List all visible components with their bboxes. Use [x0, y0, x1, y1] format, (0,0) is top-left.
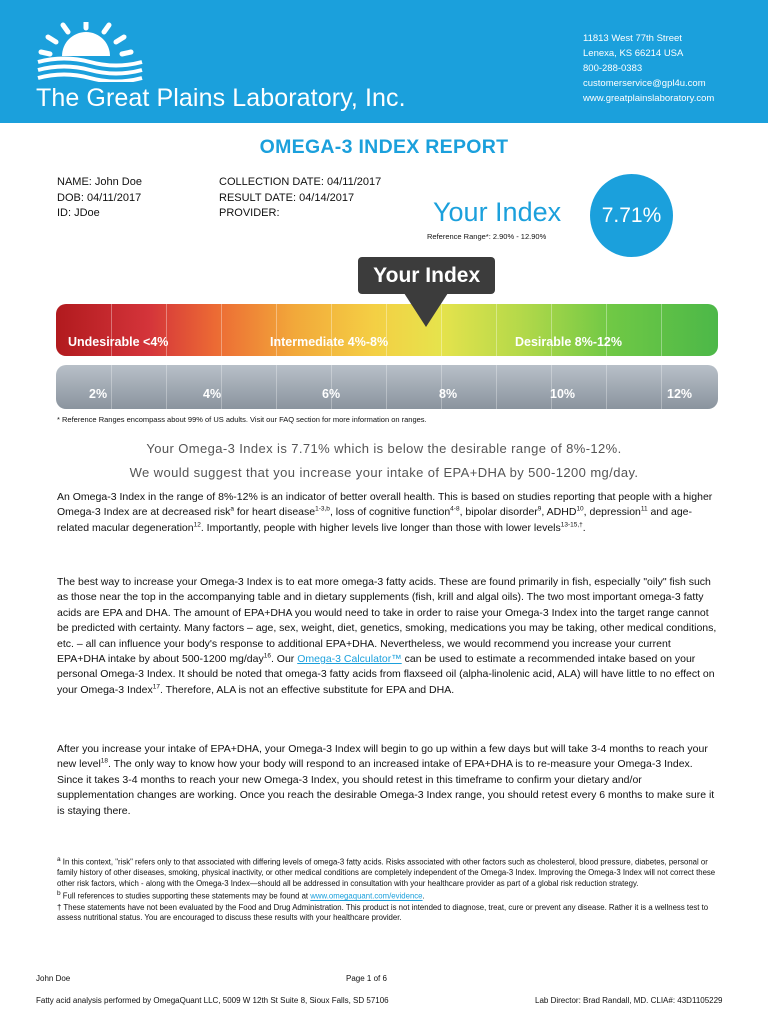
footnote-a: $^a$ In this context, "risk" refers only to that associated with differing levels of omega-3 fatty acids. Risks associated with other factors such as cholesterol, blood pressure, diabetes, personal or family history of other diseases, smoking, physical inactivity, or other medical conditions are completely independent of the Omega-3 Index. Improving the Omega-3 Index will not correct these other risk factors, which - along with the Omega-3 Index—should all be addressed in consultation with your healthcare provider as part of a global risk reduction strategy.: [57, 856, 716, 888]
patient-info: [57, 175, 142, 222]
collection-date: COLLECTION DATE: 04/11/2017: [219, 176, 382, 188]
omega3-calculator-link[interactable]: Omega-3 Calculator™: [297, 653, 402, 666]
contact-address: 11813 West 77th Street: [583, 33, 682, 44]
footer-page: Page 1 of 6: [346, 974, 387, 983]
collection-info: [219, 175, 381, 222]
contact-email[interactable]: customerservice@gpl4u.com: [583, 78, 706, 89]
footer-patient: John Doe: [36, 974, 71, 983]
zone-intermediate: Intermediate 4%-8%: [270, 335, 389, 349]
tick-10: 10%: [550, 387, 576, 401]
evidence-link[interactable]: www.omegaquant.com/evidence: [310, 891, 423, 901]
tick-12: 12%: [667, 387, 693, 401]
contact-phone[interactable]: 800-288-0383: [583, 63, 643, 74]
your-index-marker: Your Index: [358, 257, 495, 294]
paragraph-recommendation: The best way to increase your Omega-3 Index is to eat more omega-3 fatty acids. These are found primarily in fish, especially "oily" fish such as those near the top in the accompanying table and in dietary supplements (fish, krill and algal oils). The two most important omega-3 fatty acids are EPA and DHA. The amount of EPA+DHA you would need to take in order to raise your Omega-3 Index into the target range cannot be predicted with certainty. Many factors – age, sex, weight, diet, genetics, smoking, medications you may be taking, other medical conditions, etc. – all can influence your body's response to additional EPA+DHA. Nevertheless, we would recommend you increase your current EPA+DHA intake by about 500-1200 mg/day$^{16}$. Our Omega-3 Calculator™ can be used to estimate a recommended intake based on your personal Omega-3 Index. It should be noted that omega-3 fatty acids from flaxseed oil (alpha-linolenic acid, ALA) will have little to no effect on your Omega-3 Index$^{17}$. Therefore, ALA is not an effective substitute for EPA and DHA.: [57, 576, 717, 696]
provider: PROVIDER:: [219, 207, 280, 219]
index-pointer-icon: [404, 293, 448, 327]
paragraph-retest: After you increase your intake of EPA+DHA, your Omega-3 Index will begin to go up within a few days but will take 3-4 months to reach your new level$^{18}$. The only way to know how your body will respond to an increased intake of EPA+DHA is to re-measure your Omega-3 Index. Since it takes 3-4 months to reach your new Omega-3 Index, you should retest in this timeframe to confirm your dietary and/or supplementation changes are working. Once you reach the desirable Omega-3 Index range, you should retest every 6 months to make sure it is staying there.: [57, 743, 715, 817]
contact-block: [583, 31, 714, 106]
contact-website[interactable]: www.greatplainslaboratory.com: [583, 93, 715, 104]
sun-logo-icon: [34, 22, 144, 82]
zone-undesirable: Undesirable <4%: [68, 335, 169, 349]
patient-id: ID: JDoe: [57, 207, 100, 219]
summary-line-2: We would suggest that you increase your intake of EPA+DHA by 500-1200 mg/day.: [129, 465, 639, 480]
tick-6: 6%: [322, 387, 341, 401]
tick-4: 4%: [203, 387, 222, 401]
tick-2: 2%: [89, 387, 108, 401]
footnote-dagger: † These statements have not been evaluated by the Food and Drug Administration. This product is not intended to diagnose, treat, cure or prevent any disease. Rather it is a wellness test to assess nutritional status. You are encouraged to discuss these results with your healthcare provider.: [57, 902, 709, 923]
report-title: OMEGA-3 INDEX REPORT: [259, 136, 509, 158]
result-date: RESULT DATE: 04/14/2017: [219, 191, 355, 204]
company-name: The Great Plains Laboratory, Inc.: [36, 84, 406, 112]
contact-city: Lenexa, KS 66214 USA: [583, 48, 684, 59]
zone-desirable: Desirable 8%-12%: [515, 335, 623, 349]
reference-range: Reference Range*: 2.90% - 12.90%: [427, 232, 547, 241]
patient-name: NAME: John Doe: [57, 176, 142, 188]
footnote-b: $^b$ Full references to studies supporting these statements may be found at www.omegaquant.com/evidence.: [57, 890, 425, 901]
header-banner: [0, 0, 768, 123]
paragraph-benefits: An Omega-3 Index in the range of 8%-12% is an indicator of better overall health. This is based on studies reporting that people with a higher Omega-3 Index are at decreased risk$^a$ for heart disease$^{1-3,b}$, loss of cognitive function$^{4-8}$, bipolar disorder$^9$, ADHD$^{10}$, depression$^{11}$ and age-related macular degeneration$^{12}$. Importantly, people with higher levels live longer than those with lower levels$^{13-15,\dagger}$.: [57, 491, 713, 534]
ranges-footnote: * Reference Ranges encompass about 99% of US adults. Visit our FAQ section for more information on ranges.: [57, 415, 427, 424]
index-value-circle: 7.71%: [590, 174, 673, 257]
tick-8: 8%: [439, 387, 458, 401]
your-index-label: Your Index: [433, 197, 562, 227]
footer-director: Lab Director: Brad Randall, MD. CLIA#: 43D1105229: [535, 996, 723, 1005]
summary-line-1: Your Omega-3 Index is 7.71% which is below the desirable range of 8%-12%.: [146, 441, 622, 456]
percent-scale-bar: [56, 365, 718, 409]
footnotes: [57, 855, 717, 924]
patient-dob: DOB: 04/11/2017: [57, 191, 142, 204]
footer-lab: Fatty acid analysis performed by OmegaQuant LLC, 5009 W 12th St Suite 8, Sioux Falls, SD 57106: [36, 996, 389, 1005]
